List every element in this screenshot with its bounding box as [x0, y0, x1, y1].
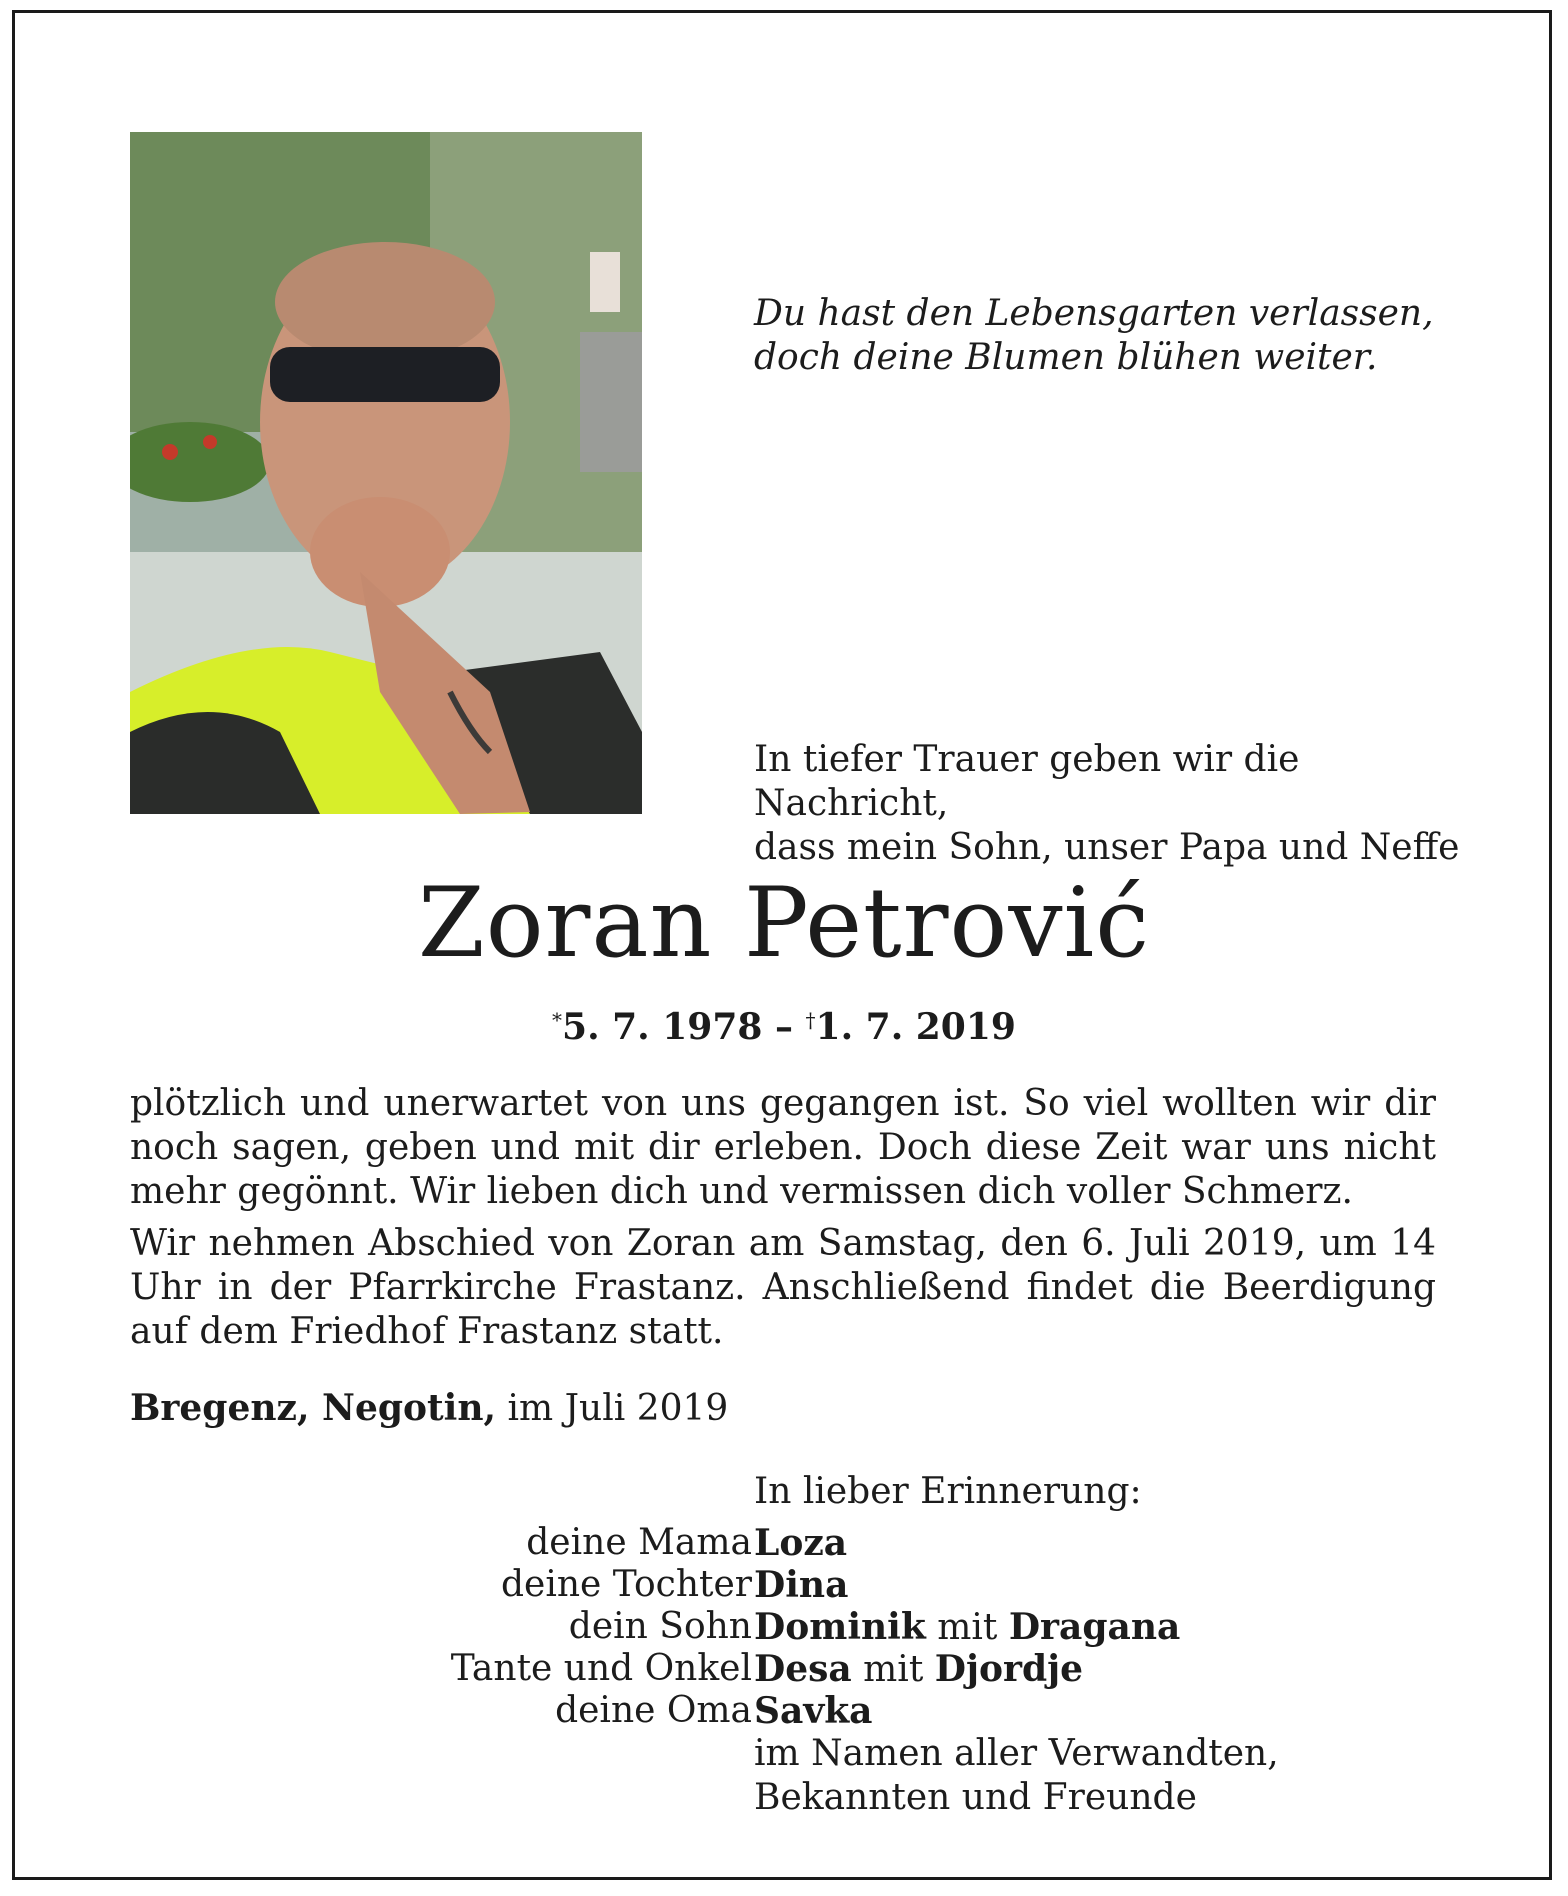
- family-names: [754, 1564, 848, 1607]
- memory-heading: In lieber Erinnerung:: [754, 1471, 1142, 1512]
- family-names: [754, 1690, 873, 1733]
- paragraph-funeral-details: Wir nehmen Abschied von Zoran am Samstag, den 6. Juli 2019, um 14 Uhr in der Pfarrkirche Frastanz. Anschließend findet die Beerdigung auf dem Friedhof Frastanz statt.: [130, 1223, 1436, 1352]
- month-year: im Juli 2019: [496, 1388, 729, 1429]
- closing-line-2: Bekannten und Freunde: [754, 1777, 1197, 1818]
- family-row: [0, 1648, 1568, 1690]
- paragraph-condolence: plötzlich und unerwartet von uns gegangen ist. So viel wollten wir dir noch sagen, geben und mit dir erleben. Doch diese Zeit war uns nicht mehr gegönnt. Wir lieben dich und vermissen dich voller Schmerz.: [130, 1083, 1436, 1212]
- family-row: [0, 1522, 1568, 1564]
- death-symbol: †: [805, 1008, 816, 1032]
- life-dates: [0, 998, 1568, 1049]
- family-relation: dein Sohn: [568, 1606, 752, 1647]
- intro-line-1: In tiefer Trauer geben wir die Nachricht,: [754, 739, 1300, 824]
- family-connector: mit: [851, 1649, 935, 1690]
- intro-line-2: dass mein Sohn, unser Papa und Neffe: [754, 827, 1460, 868]
- place-and-date: [130, 1386, 728, 1431]
- family-name-primary: Loza: [754, 1522, 848, 1564]
- birth-symbol: *: [552, 1008, 563, 1032]
- family-name-primary: Dominik: [754, 1606, 926, 1648]
- family-names: [754, 1522, 847, 1565]
- family-row: [0, 1690, 1568, 1732]
- closing-line-1: im Namen aller Verwandten,: [754, 1733, 1279, 1774]
- memorial-quote: [754, 292, 1494, 380]
- family-names: [754, 1606, 1180, 1649]
- family-name-primary: Dina: [754, 1564, 849, 1606]
- family-name-primary: Desa: [754, 1648, 852, 1690]
- family-connector: mit: [925, 1607, 1009, 1648]
- family-relation: deine Oma: [555, 1690, 752, 1731]
- death-date: 1. 7. 2019: [815, 1006, 1016, 1048]
- portrait-photo: [130, 132, 642, 814]
- family-name-secondary: Dragana: [1008, 1606, 1181, 1648]
- family-relation: deine Tochter: [500, 1564, 752, 1605]
- family-names: [754, 1648, 1083, 1691]
- family-list: [0, 1522, 1568, 1732]
- quote-line-1: Du hast den Lebensgarten verlassen,: [754, 293, 1434, 334]
- place-names: Bregenz, Negotin,: [130, 1387, 497, 1429]
- birth-date: 5. 7. 1978: [562, 1006, 763, 1048]
- family-name-primary: Savka: [754, 1690, 873, 1732]
- family-name-secondary: Djordje: [934, 1648, 1084, 1690]
- family-row: [0, 1606, 1568, 1648]
- date-separator: –: [762, 1006, 806, 1048]
- quote-line-2: doch deine Blumen blühen weiter.: [754, 337, 1378, 378]
- family-relation: deine Mama: [526, 1522, 752, 1563]
- family-row: [0, 1564, 1568, 1606]
- portrait-image: [130, 132, 642, 814]
- closing-signature: [754, 1732, 1279, 1820]
- deceased-name: Zoran Petrović: [417, 867, 1151, 979]
- family-relation: Tante und Onkel: [450, 1648, 752, 1689]
- announcement-intro: [754, 738, 1494, 870]
